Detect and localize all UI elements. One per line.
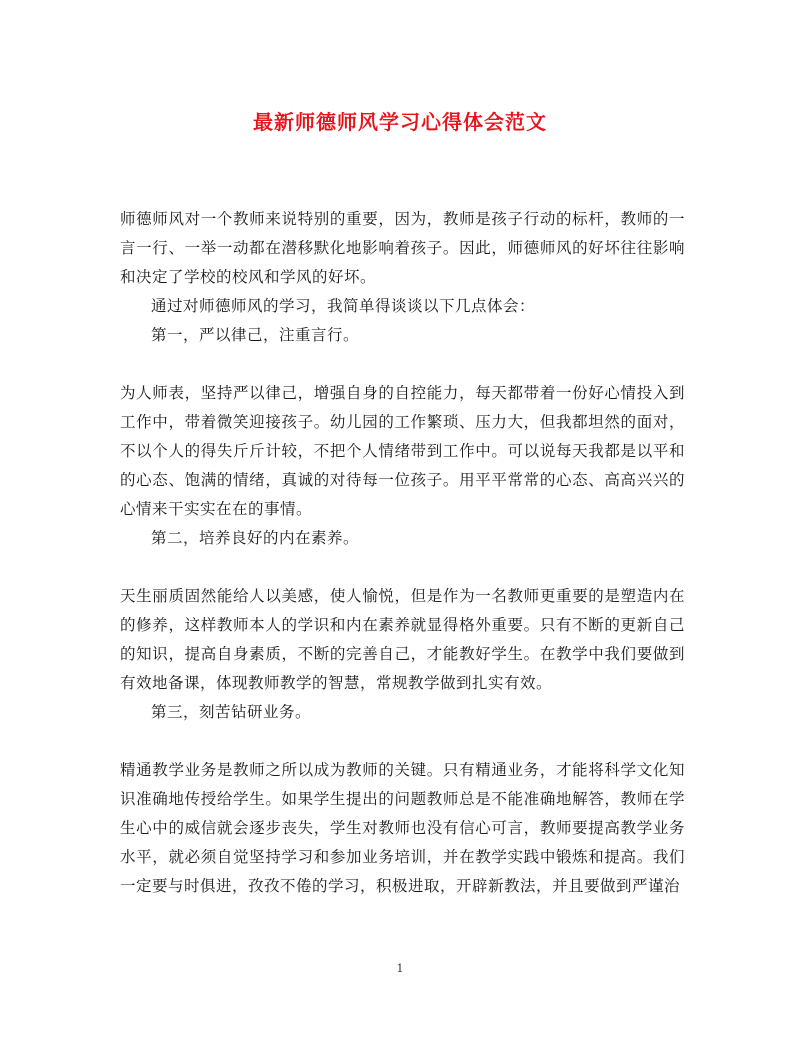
page-number: 1 (396, 962, 404, 975)
section-heading-1: 第一，严以律己，注重言行。 (151, 326, 360, 344)
intro-paragraph: 师德师风对一个教师来说特别的重要，因为，教师是孩子行动的标杆，教师的一言一行、一举一动都在潜移默化地影响着孩子。因此，师德师风的好坏往往影响和决定了学校的校风和学风的好坏。 (120, 210, 685, 286)
section-heading-3: 第三，刻苦钻研业务。 (151, 703, 312, 721)
section-heading-2: 第二，培养良好的内在素养。 (151, 529, 360, 547)
document-body (120, 205, 685, 901)
section-body-2: 天生丽质固然能给人以美感，使人愉悦，但是作为一名教师更重要的是塑造内在的修养，这样教师本人的学识和内在素养就显得格外重要。只有不断的更新自己的知识，提高自身素质，不断的完善自己，才能教好学生。在教学中我们要做到有效地备课，体现教师教学的智慧，常规教学做到扎实有效。 (120, 587, 685, 692)
section-body-1: 为人师表，坚持严以律己，增强自身的自控能力，每天都带着一份好心情投入到工作中，带着微笑迎接孩子。幼儿园的工作繁琐、压力大，但我都坦然的面对，不以个人的得失斤斤计较，不把个人情绪带到工作中。可以说每天我都是以平和的心态、饱满的情绪，真诚的对待每一位孩子。用平平常常的心态、高高兴兴的心情来干实实在在的事情。 (120, 384, 685, 518)
section-body-3: 精通教学业务是教师之所以成为教师的关键。只有精通业务，才能将科学文化知识准确地传授给学生。如果学生提出的问题教师总是不能准确地解答，教师在学生心中的威信就会逐步丧失，学生对教师也没有信心可言，教师要提高教学业务水平，就必须自觉坚持学习和参加业务培训，并在教学实践中锻炼和提高。我们一定要与时俱进，孜孜不倦的学习，积极进取，开辟新教法，并且要做到严谨治 (120, 761, 685, 895)
lead-in-paragraph: 通过对师德师风的学习，我简单得谈谈以下几点体会： (151, 297, 536, 315)
document-title: 最新师德师风学习心得体会范文 (253, 110, 547, 134)
